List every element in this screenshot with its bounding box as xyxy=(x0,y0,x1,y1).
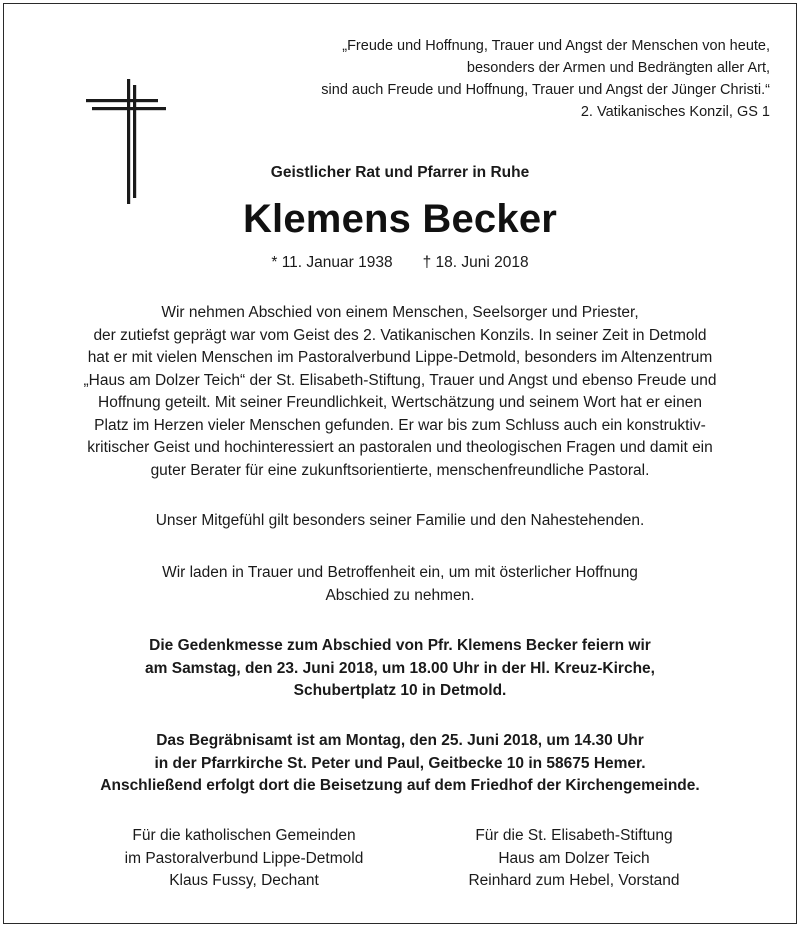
text-line: Abschied zu nehmen. xyxy=(325,586,475,604)
text-line: „Haus am Dolzer Teich“ der St. Elisabeth-Stiftung, Trauer und Angst und ebenso Freude und xyxy=(83,371,717,389)
text-line: kritischer Geist und hochinteressiert an pastoralen und theologischen Fragen und damit ein xyxy=(87,439,713,456)
text-line: Die Gedenkmesse zum Abschied von Pfr. Klemens Becker feiern wir xyxy=(149,637,651,654)
deceased-name: Klemens Becker xyxy=(242,197,558,241)
farewell-paragraph xyxy=(20,302,780,482)
condolence-paragraph xyxy=(20,510,780,533)
deceased-title: Geistlicher Rat und Pfarrer in Ruhe xyxy=(270,164,530,181)
life-dates xyxy=(0,254,800,272)
text-line: der zutiefst geprägt war vom Geist des 2. Vatikanischen Konzils. In seiner Zeit in Detmold xyxy=(93,326,707,344)
cross-icon xyxy=(86,79,166,204)
text-line: Unser Mitgefühl gilt besonders seiner Familie und den Nahestehenden. xyxy=(155,512,645,529)
signature-line: im Pastoralverbund Lippe-Detmold xyxy=(124,849,364,867)
invitation-paragraph xyxy=(20,562,780,607)
text-line: Anschließend erfolgt dort die Beisetzung auf dem Friedhof der Kirchengemeinde. xyxy=(100,777,700,794)
text-line: guter Berater für eine zukunftsorientierte, menschenfreundliche Pastoral. xyxy=(150,461,650,479)
funeral-info xyxy=(20,730,780,798)
quote-line: sind auch Freude und Hoffnung, Trauer und Angst der Jünger Christi.“ xyxy=(321,82,770,98)
birth-date: * 11. Januar 1938 xyxy=(271,254,393,271)
text-line: Platz im Herzen vieler Menschen gefunden. Er war bis zum Schluss auch ein konstruktiv- xyxy=(94,416,706,434)
signature-name: Reinhard zum Hebel, Vorstand xyxy=(468,872,680,889)
signature-right xyxy=(424,825,724,893)
text-line: Das Begräbnisamt ist am Montag, den 25. Juni 2018, um 14.30 Uhr xyxy=(156,732,644,749)
text-line: hat er mit vielen Menschen im Pastoralverbund Lippe-Detmold, besonders im Altenzentrum xyxy=(87,349,713,366)
quote-line: besonders der Armen und Bedrängten aller Art, xyxy=(466,60,770,76)
signature-line: Für die katholischen Gemeinden xyxy=(132,827,356,844)
signature-line: Für die St. Elisabeth-Stiftung xyxy=(475,827,673,844)
text-line: am Samstag, den 23. Juni 2018, um 18.00 Uhr in der Hl. Kreuz-Kirche, xyxy=(145,659,655,677)
text-line: Schubertplatz 10 in Detmold. xyxy=(293,682,507,699)
signature-left xyxy=(94,825,394,893)
text-line: Hoffnung geteilt. Mit seiner Freundlichkeit, Wertschätzung und seinem Wort hat er einen xyxy=(98,394,702,411)
memorial-mass-info xyxy=(20,635,780,703)
bible-quote xyxy=(230,35,770,123)
text-line: Wir laden in Trauer und Betroffenheit ein, um mit österlicher Hoffnung xyxy=(162,564,638,581)
quote-source: 2. Vatikanisches Konzil, GS 1 xyxy=(580,104,770,120)
death-date: † 18. Juni 2018 xyxy=(422,254,529,271)
text-line: in der Pfarrkirche St. Peter und Paul, Geitbecke 10 in 58675 Hemer. xyxy=(154,754,646,772)
text-line: Wir nehmen Abschied von einem Menschen, Seelsorger und Priester, xyxy=(161,304,639,321)
quote-line: „Freude und Hoffnung, Trauer und Angst der Menschen von heute, xyxy=(342,38,770,54)
signature-line: Haus am Dolzer Teich xyxy=(498,849,650,867)
signature-name: Klaus Fussy, Dechant xyxy=(169,872,319,889)
